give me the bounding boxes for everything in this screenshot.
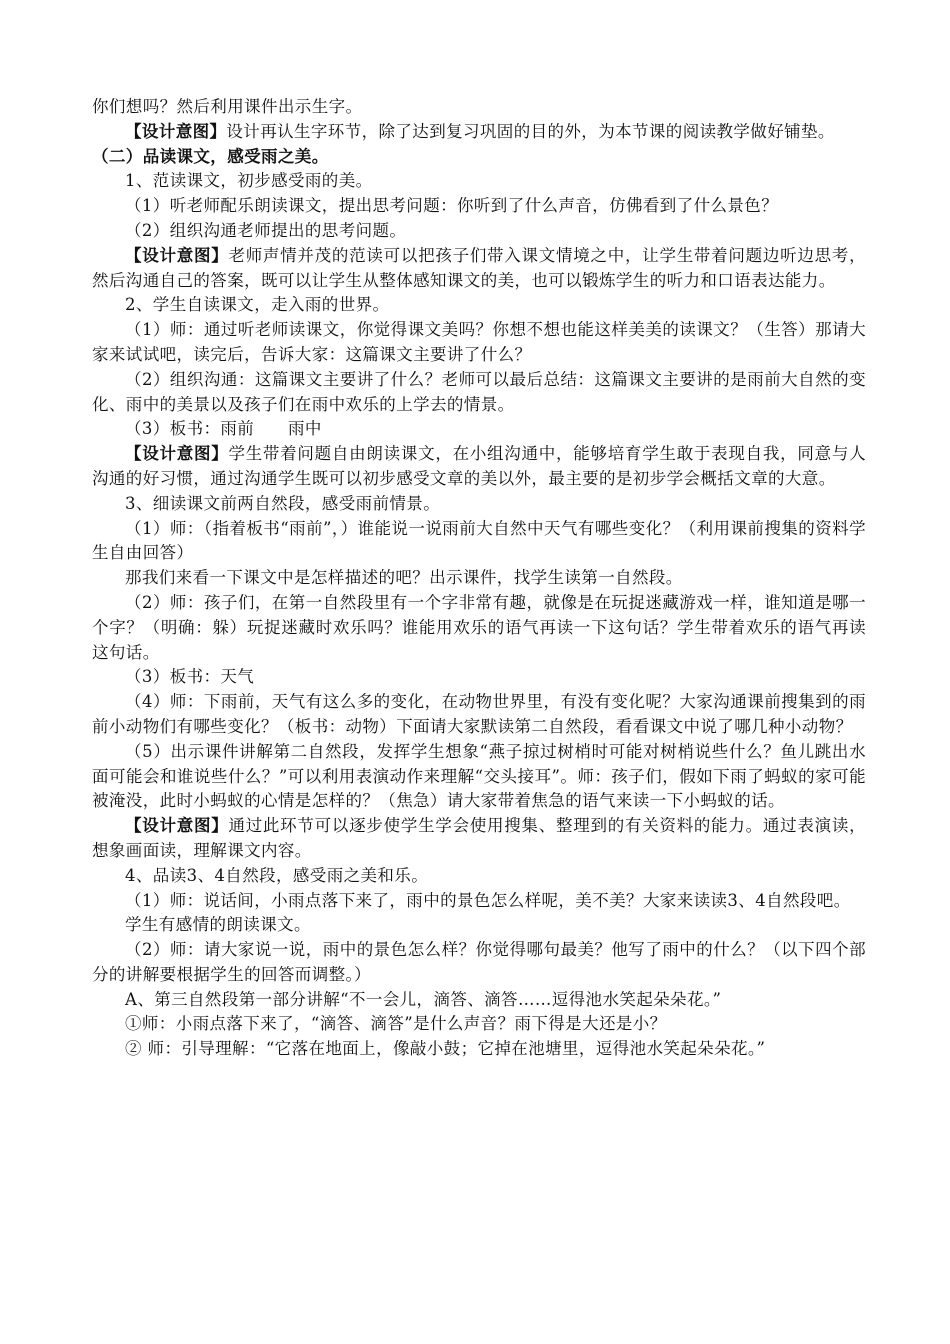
paragraph-step-3-1b: 那我们来看一下课文中是怎样描述的吧？出示课件，找学生读第一自然段。 bbox=[125, 568, 683, 588]
paragraph-step-3-2: （2）师：孩子们，在第一自然段里有一个字非常有趣，就像是在玩捉迷藏游戏一样，谁知道是哪一个字？（明确：躲）玩捉迷藏时欢乐吗？谁能用欢乐的语气再读一下这句话？学生带着欢乐的语气再读这句话。 bbox=[92, 592, 866, 662]
step-4-title: 4、品读3、4自然段，感受雨之美和乐。 bbox=[125, 865, 429, 885]
paragraph-step-1-1: （1）听老师配乐朗读课文，提出思考问题：你听到了什么声音，仿佛看到了什么景色？ bbox=[125, 196, 779, 216]
design-intent-paragraph-2: 【设计意图】老师声情并茂的范读可以把孩子们带入课文情境之中，让学生带着问题边听边思考，然后沟通自己的答案，既可以让学生从整体感知课文的美，也可以锻炼学生的听力和口语表达能力。 bbox=[92, 245, 866, 290]
paragraph-step-4-1b: 学生有感情的朗读课文。 bbox=[125, 915, 311, 935]
paragraph-step-3-4: （4）师：下雨前，天气有这么多的变化，在动物世界里，有没有变化呢？大家沟通课前搜集到的雨前小动物们有哪些变化？（板书：动物）下面请大家默读第二自然段，看看课文中说了哪几种小动物？ bbox=[92, 692, 866, 736]
paragraph-step-3-1: （1）师：（指着板书“雨前”，）谁能说一说雨前大自然中天气有哪些变化？（利用课前搜集的资料学生自由回答） bbox=[92, 518, 866, 563]
design-intent-label: 【设计意图】 bbox=[125, 444, 229, 464]
design-intent-paragraph-4: 【设计意图】通过此环节可以逐步使学生学会使用搜集、整理到的有关资料的能力。通过表演读，想象画面读，理解课文内容。 bbox=[92, 816, 866, 860]
paragraph-step-2-1: （1）师：通过听老师读课文，你觉得课文美吗？你想不想也能这样美美的读课文？（生答）那请大家来试试吧，读完后，告诉大家：这篇课文主要讲了什么？ bbox=[92, 320, 866, 364]
paragraph-step-4-2: （2）师：请大家说一说，雨中的景色怎么样？你觉得哪句最美？他写了雨中的什么？（以下四个部分的讲解要根据学生的回答而调整。） bbox=[92, 940, 866, 984]
paragraph-step-4-a2: ② 师：引导理解：“它落在地面上，像敲小鼓；它掉在池塘里，逗得池水笑起朵朵花。” bbox=[125, 1039, 766, 1059]
step-3-title: 3、细读课文前两自然段，感受雨前情景。 bbox=[125, 493, 441, 513]
step-1-title: 1、范读课文，初步感受雨的美。 bbox=[125, 171, 373, 191]
paragraph-step-4-a: A、第三自然段第一部分讲解“不一会儿，滴答、滴答……逗得池水笑起朵朵花。” bbox=[125, 989, 722, 1009]
paragraph-step-3-5: （5）出示课件讲解第二自然段，发挥学生想象“燕子掠过树梢时可能对树梢说些什么？鱼儿跳出水面可能会和谁说些什么？”可以利用表演动作来理解“交头接耳”。师：孩子们，假如下雨了蚂蚁的家可能被淹没，此时小蚂蚁的心情是怎样的？（焦急）请大家带着焦急的语气来读一下小蚂蚁的话。 bbox=[92, 741, 866, 811]
paragraph-step-4-1: （1）师：说话间，小雨点落下来了，雨中的景色怎么样呢，美不美？大家来读读3、4自然段吧。 bbox=[125, 890, 851, 910]
paragraph-step-3-3: （3）板书：天气 bbox=[125, 667, 255, 687]
paragraph-step-4-a1: ①师：小雨点落下来了，“滴答、滴答”是什么声音？雨下得是大还是小？ bbox=[125, 1014, 667, 1034]
paragraph-step-2-2: （2）组织沟通：这篇课文主要讲了什么？老师可以最后总结：这篇课文主要讲的是雨前大自然的变化、雨中的美景以及孩子们在雨中欢乐的上学去的情景。 bbox=[92, 369, 866, 414]
design-intent-label: 【设计意图】 bbox=[125, 816, 229, 836]
paragraph-1: 你们想吗？然后利用课件出示生字。 bbox=[92, 97, 363, 116]
section-heading: （二）品读课文，感受雨之美。 bbox=[92, 146, 329, 166]
design-intent-paragraph-3: 【设计意图】学生带着问题自由朗读课文，在小组沟通中，能够培育学生敢于表现自我，同意与人沟通的好习惯，通过沟通学生既可以初步感受文章的美以外，最主要的是初步学会概括文章的大意。 bbox=[92, 444, 866, 488]
design-intent-label: 【设计意图】 bbox=[125, 121, 227, 141]
design-intent-paragraph-1: 【设计意图】设计再认生字环节，除了达到复习巩固的目的外，为本节课的阅读教学做好铺垫。 bbox=[125, 121, 835, 141]
step-2-title: 2、学生自读课文，走入雨的世界。 bbox=[125, 295, 390, 315]
paragraph-step-2-3: （3）板书：雨前 雨中 bbox=[125, 419, 322, 439]
design-intent-label: 【设计意图】 bbox=[125, 245, 229, 265]
paragraph-step-1-2: （2）组织沟通老师提出的思考问题。 bbox=[125, 220, 407, 240]
document-page bbox=[92, 95, 866, 1062]
